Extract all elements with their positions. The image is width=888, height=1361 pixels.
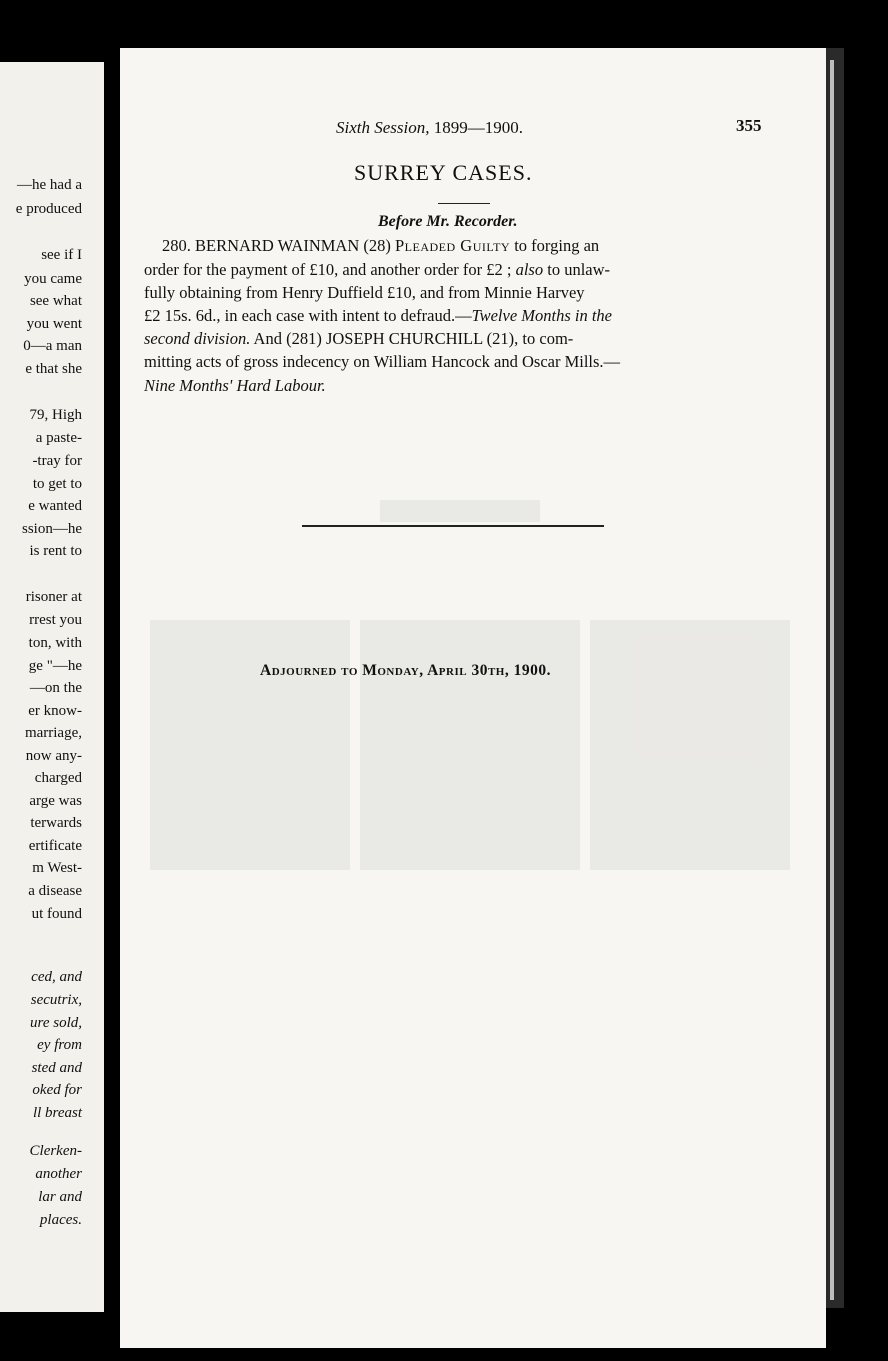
page-number: 355 [736, 116, 762, 135]
left-page-line: ey from [37, 1037, 82, 1053]
case-line-6: mitting acts of gross indecency on William Hancock and Oscar Mills.— [144, 352, 621, 371]
left-page-line: ssion—he [22, 521, 82, 537]
left-page-line: 79, High [29, 407, 82, 423]
left-page-line: a disease [28, 883, 82, 899]
left-page-line: ced, and [31, 969, 82, 985]
left-page-line: ge "—he [28, 658, 82, 674]
left-page-line: ure sold, [30, 1015, 82, 1031]
short-divider [438, 203, 490, 204]
case-text: order for the payment of £10, and another order for £2 ; [144, 260, 516, 279]
case-text: £2 15s. 6d., in each case with intent to defraud.— [144, 306, 472, 325]
left-page-line: secutrix, [30, 992, 82, 1008]
session-label: Sixth Session, [336, 118, 430, 137]
sentence-text: Nine Months' Hard Labour. [144, 376, 326, 395]
left-page-line: see if I [41, 247, 82, 263]
before-recorder: Before Mr. Recorder. [378, 213, 518, 230]
left-page-line: m West- [32, 860, 82, 876]
case-line-7 [144, 378, 326, 395]
left-page-line: another [35, 1166, 82, 1182]
left-page-line: marriage, [24, 725, 82, 741]
section-divider [302, 525, 604, 527]
left-page-line: risoner at [25, 589, 82, 605]
case-line-1 [162, 238, 599, 255]
case-line-5 [144, 331, 573, 348]
left-page-line: to get to [32, 476, 82, 492]
left-page-line: —on the [29, 680, 82, 696]
left-page-line: now any- [25, 748, 82, 764]
left-page-line: oked for [32, 1082, 82, 1098]
sentence-text: Twelve Months in the [471, 306, 613, 325]
adjourned-notice: Adjourned to Monday, April 30th, 1900. [260, 662, 551, 679]
left-page-line: ertificate [28, 838, 82, 854]
left-page-line: e wanted [28, 498, 82, 514]
left-page-line: arge was [29, 793, 82, 809]
case-text: And (281) JOSEPH CHURCHILL (21), to com- [250, 329, 574, 348]
case-line-4 [144, 308, 612, 325]
case-line-2 [144, 262, 610, 279]
section-title: SURREY CASES. [354, 160, 533, 185]
page-edge [826, 48, 844, 1308]
left-page-line: you came [24, 271, 82, 287]
left-page-line: er know- [28, 703, 82, 719]
left-page-line: rrest you [29, 612, 82, 628]
case-text: to unlaw- [543, 260, 611, 279]
left-page-line: -tray for [32, 453, 82, 469]
bleed-through-index-heading [380, 500, 540, 522]
left-page-fragment [0, 62, 104, 1312]
left-page-line: sted and [31, 1060, 82, 1076]
running-header [336, 118, 523, 138]
session-years: 1899—1900. [433, 118, 523, 137]
left-page-line: ll breast [32, 1105, 82, 1121]
left-page-line: a paste- [35, 430, 82, 446]
bleed-through-index-column [360, 620, 580, 870]
case-text: to forging an [510, 236, 600, 255]
bleed-through-index-column [150, 620, 350, 870]
bleed-through-index-column [590, 620, 790, 870]
left-page-line: lar and [38, 1189, 82, 1205]
left-page-line: e produced [15, 201, 82, 217]
left-page-line: places. [39, 1212, 82, 1228]
page-edge-inner [830, 60, 834, 1300]
plea-text: Pleaded Guilty [394, 236, 511, 255]
left-page-line: terwards [30, 815, 82, 831]
sentence-text: second division. [144, 329, 251, 348]
left-page-line: ut found [31, 906, 82, 922]
left-page-line: Clerken- [29, 1143, 82, 1159]
case-italic: also [515, 260, 544, 279]
left-page-line: charged [34, 770, 82, 786]
case-line-3: fully obtaining from Henry Duffield £10, and from Minnie Harvey [144, 283, 585, 302]
left-page-line: e that she [25, 361, 82, 377]
left-page-line: ton, with [28, 635, 82, 651]
left-page-line: is rent to [29, 543, 82, 559]
case-text: 280. BERNARD WAINMAN (28) [162, 236, 395, 255]
left-page-line: you went [26, 316, 82, 332]
left-page-line: —he had a [17, 177, 82, 193]
left-page-line: see what [29, 293, 82, 309]
left-page-line: 0—a man [23, 338, 82, 354]
